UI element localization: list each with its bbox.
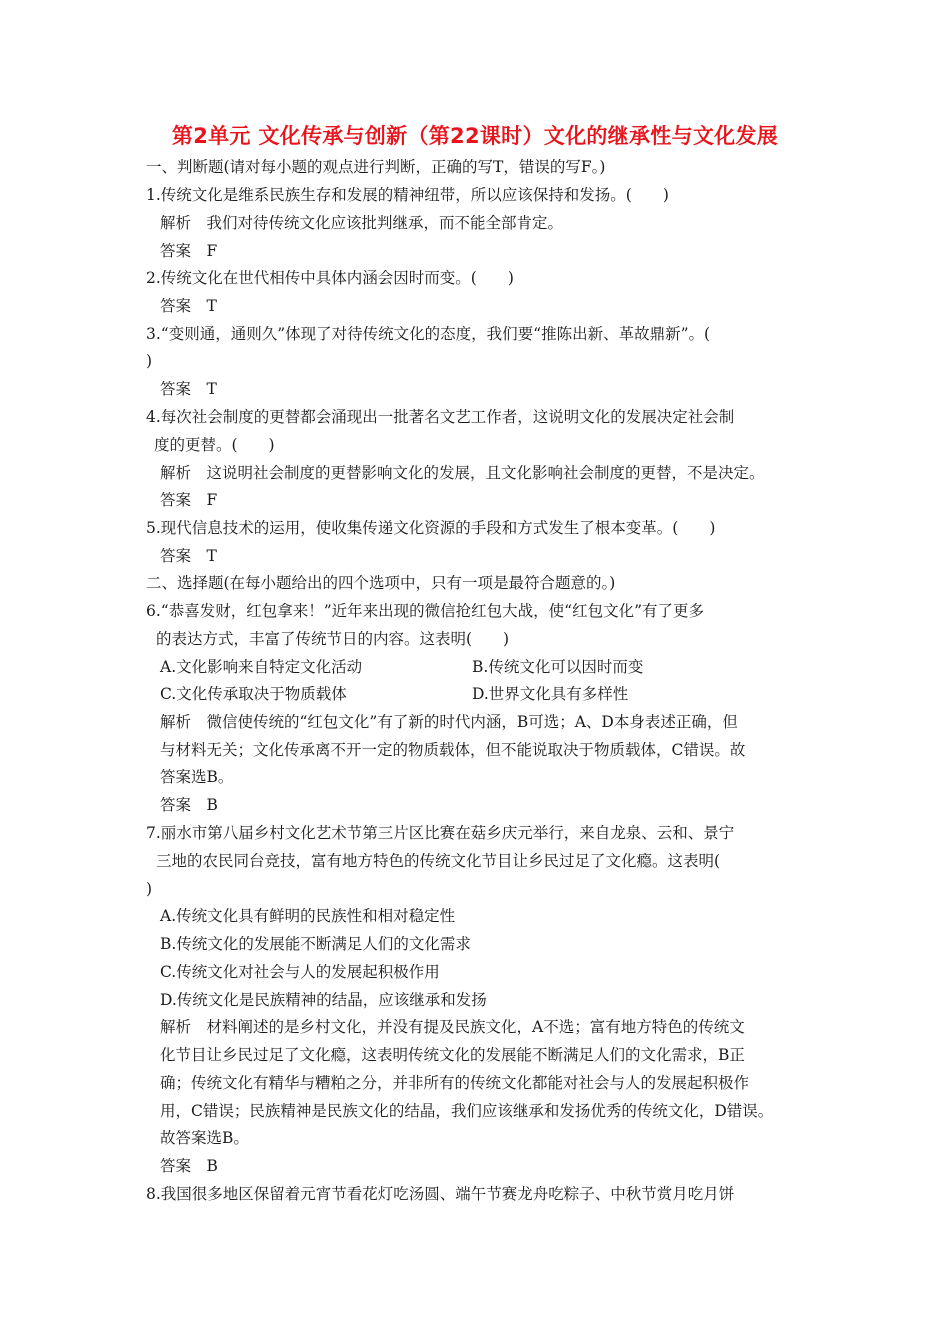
question-8-stem: 8.我国很多地区保留着元宵节看花灯吃汤圆、端午节赛龙舟吃粽子、中秋节赏月吃月饼 bbox=[146, 1185, 735, 1203]
section-heading-choice: 二、选择题(在每小题给出的四个选项中，只有一项是最符合题意的。) bbox=[146, 574, 616, 592]
question-7-stem-cont2: ) bbox=[146, 880, 153, 898]
question-6-analysis: 解析 微信使传统的“红包文化”有了新的时代内涵，B可选；A、D本身表述正确，但 bbox=[160, 713, 738, 731]
question-3-stem: 3.“变则通，通则久”体现了对待传统文化的态度，我们要“推陈出新、革故鼎新”。( bbox=[146, 325, 711, 343]
question-7-stem: 7.丽水市第八届乡村文化艺术节第三片区比赛在菇乡庆元举行，来自龙泉、云和、景宁 bbox=[146, 824, 735, 842]
question-4-stem-cont: 度的更替。( ) bbox=[154, 436, 275, 454]
question-7-analysis-line2: 化节目让乡民过足了文化瘾，这表明传统文化的发展能不断满足人们的文化需求，B正 bbox=[160, 1046, 745, 1064]
question-6-analysis-line2: 与材料无关；文化传承离不开一定的物质载体，但不能说取决于物质载体，C错误。故 bbox=[160, 741, 746, 759]
question-7-analysis-line5: 故答案选B。 bbox=[160, 1129, 249, 1147]
question-7-option-a: A.传统文化具有鲜明的民族性和相对稳定性 bbox=[160, 907, 456, 925]
question-6-option-b: B.传统文化可以因时而变 bbox=[472, 658, 644, 676]
question-6-option-a: A.文化影响来自特定文化活动 bbox=[160, 658, 363, 676]
question-2-stem: 2.传统文化在世代相传中具体内涵会因时而变。( ) bbox=[146, 269, 514, 287]
question-4-analysis: 解析 这说明社会制度的更替影响文化的发展，且文化影响社会制度的更替，不是决定。 bbox=[160, 464, 765, 482]
question-7-option-d: D.传统文化是民族精神的结晶，应该继承和发扬 bbox=[160, 991, 487, 1009]
question-6-stem-cont: 的表达方式，丰富了传统节日的内容。这表明( ) bbox=[156, 630, 510, 648]
question-1-analysis: 解析 我们对待传统文化应该批判继承，而不能全部肯定。 bbox=[160, 214, 564, 232]
question-6-stem: 6.“恭喜发财，红包拿来！”近年来出现的微信抢红包大战，使“红包文化”有了更多 bbox=[146, 602, 704, 620]
question-2-answer: 答案 T bbox=[160, 297, 217, 315]
question-7-answer: 答案 B bbox=[160, 1157, 218, 1175]
question-6-answer: 答案 B bbox=[160, 796, 218, 814]
question-6-option-d: D.世界文化具有多样性 bbox=[472, 685, 629, 703]
question-7-analysis-line3: 确；传统文化有精华与糟粕之分，并非所有的传统文化都能对社会与人的发展起积极作 bbox=[160, 1074, 750, 1092]
question-7-option-c: C.传统文化对社会与人的发展起积极作用 bbox=[160, 963, 440, 981]
question-7-analysis: 解析 材料阐述的是乡村文化，并没有提及民族文化，A不选；富有地方特色的传统文 bbox=[160, 1018, 745, 1036]
question-4-answer: 答案 F bbox=[160, 491, 218, 509]
question-7-stem-cont: 三地的农民同台竞技，富有地方特色的传统文化节目让乡民过足了文化瘾。这表明( bbox=[156, 852, 721, 870]
question-6-analysis-line3: 答案选B。 bbox=[160, 768, 234, 786]
question-6-option-c: C.文化传承取决于物质载体 bbox=[160, 685, 347, 703]
question-3-stem-cont: ) bbox=[146, 352, 153, 370]
question-7-option-b: B.传统文化的发展能不断满足人们的文化需求 bbox=[160, 935, 471, 953]
question-7-analysis-line4: 用，C错误；民族精神是民族文化的结晶，我们应该继承和发扬优秀的传统文化，D错误。 bbox=[160, 1102, 774, 1120]
question-1-answer: 答案 F bbox=[160, 242, 218, 260]
question-5-answer: 答案 T bbox=[160, 547, 217, 565]
document-title: 第2单元 文化传承与创新（第22课时）文化的继承性与文化发展 bbox=[171, 124, 779, 148]
question-1-stem: 1.传统文化是维系民族生存和发展的精神纽带，所以应该保持和发扬。( ) bbox=[146, 186, 669, 204]
section-heading-judgement: 一、判断题(请对每小题的观点进行判断，正确的写T，错误的写F。) bbox=[146, 158, 606, 176]
question-5-stem: 5.现代信息技术的运用，使收集传递文化资源的手段和方式发生了根本变革。( ) bbox=[146, 519, 716, 537]
question-4-stem: 4.每次社会制度的更替都会涌现出一批著名文艺工作者，这说明文化的发展决定社会制 bbox=[146, 408, 735, 426]
question-3-answer: 答案 T bbox=[160, 380, 217, 398]
